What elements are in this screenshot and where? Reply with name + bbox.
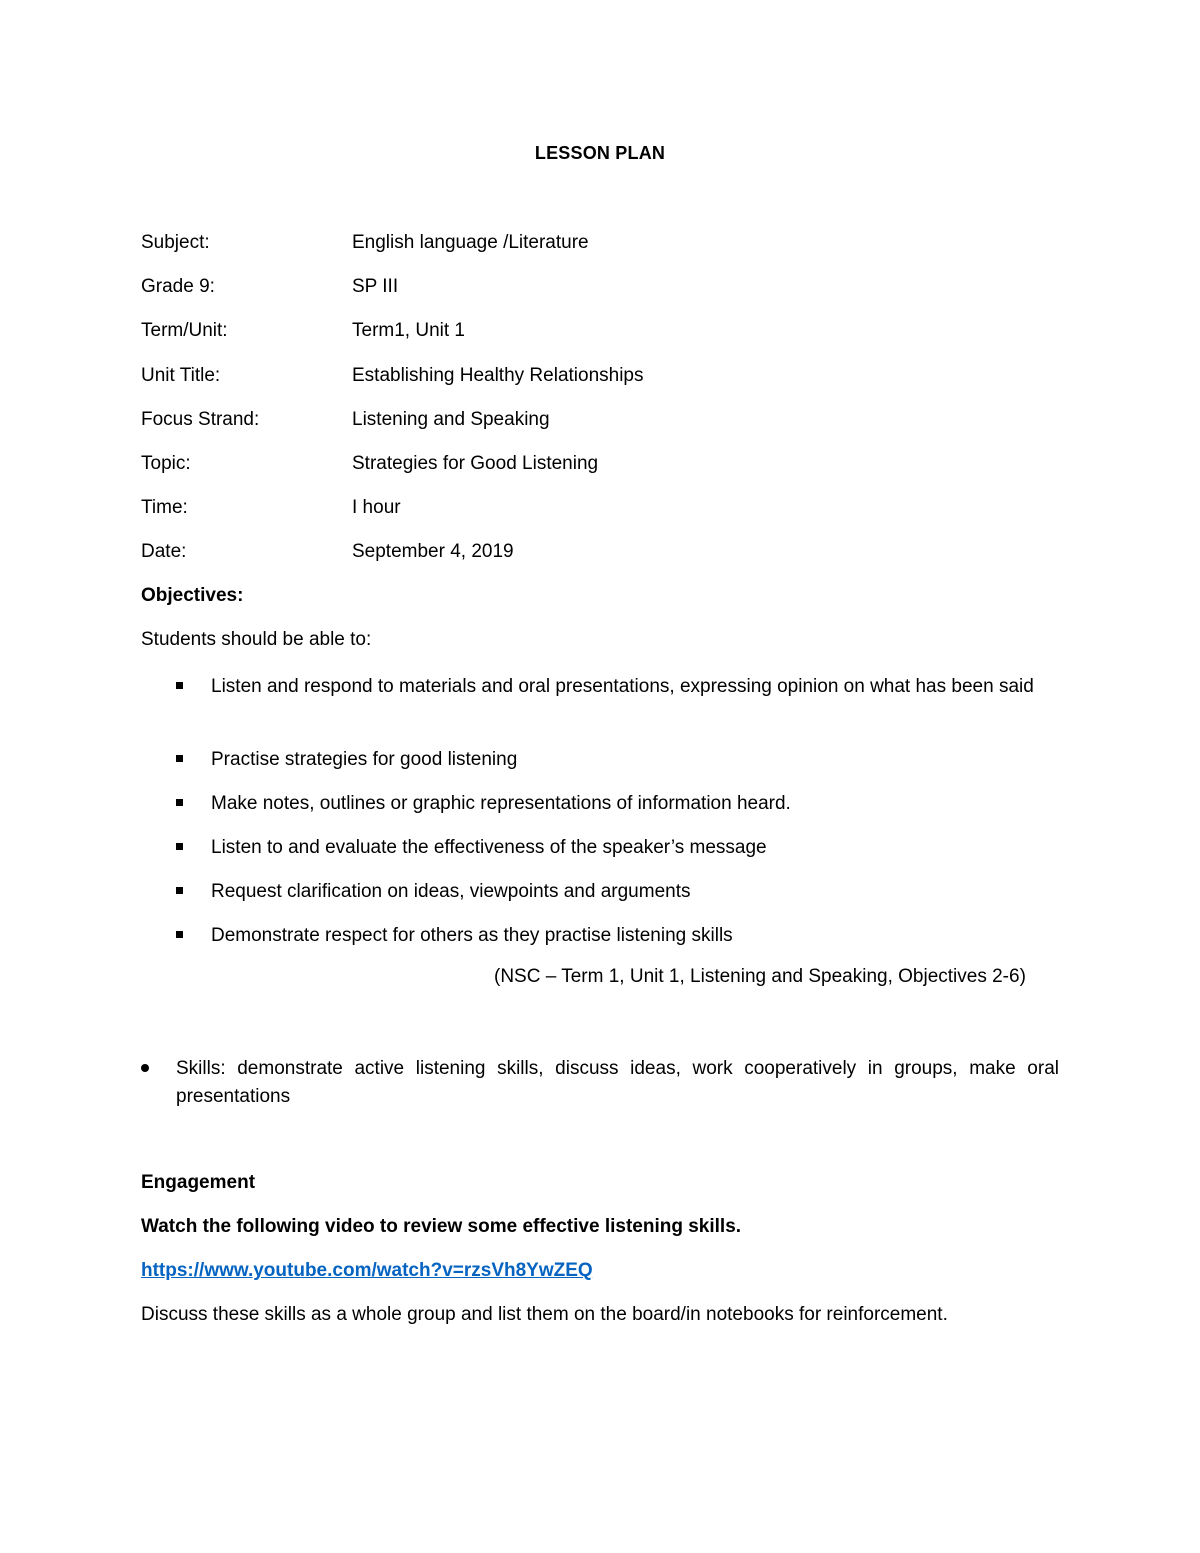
objective-text: Make notes, outlines or graphic representations of information heard. (211, 793, 791, 814)
skills-text: Skills: demonstrate active listening skills, discuss ideas, work cooperatively in groups, make oral presentations (176, 1058, 1059, 1107)
field-label: Time: (141, 497, 188, 518)
objectives-heading: Objectives: (141, 585, 244, 606)
field-label: Subject: (141, 232, 210, 253)
field-value: Listening and Speaking (352, 409, 550, 430)
discussion-instruction: Discuss these skills as a whole group and list them on the board/in notebooks for reinforcement. (141, 1304, 948, 1325)
field-label: Unit Title: (141, 365, 221, 386)
objectives-citation: (NSC – Term 1, Unit 1, Listening and Speaking, Objectives 2-6) (494, 966, 1026, 987)
square-bullet-icon (176, 682, 183, 689)
watch-instruction: Watch the following video to review some effective listening skills. (141, 1216, 742, 1237)
field-value: English language /Literature (352, 232, 589, 253)
objective-text: Practise strategies for good listening (211, 749, 518, 770)
objective-text: Listen and respond to materials and oral presentations, expressing opinion on what has been said (211, 676, 1034, 697)
objective-text: Demonstrate respect for others as they practise listening skills (211, 925, 733, 946)
field-value: Establishing Healthy Relationships (352, 365, 644, 386)
field-label: Date: (141, 541, 187, 562)
square-bullet-icon (176, 799, 183, 806)
objective-text: Listen to and evaluate the effectiveness of the speaker’s message (211, 837, 767, 858)
students-intro: Students should be able to: (141, 629, 372, 650)
field-label: Grade 9: (141, 276, 215, 297)
field-value: I hour (352, 497, 401, 518)
objective-text: Request clarification on ideas, viewpoints and arguments (211, 881, 691, 902)
square-bullet-icon (176, 931, 183, 938)
round-bullet-icon (141, 1064, 149, 1072)
field-label: Focus Strand: (141, 409, 260, 430)
square-bullet-icon (176, 887, 183, 894)
field-label: Term/Unit: (141, 320, 228, 341)
field-value: SP III (352, 276, 399, 297)
field-value: Term1, Unit 1 (352, 320, 465, 341)
document-title: LESSON PLAN (534, 143, 666, 163)
square-bullet-icon (176, 755, 183, 762)
field-label: Topic: (141, 453, 191, 474)
video-link[interactable]: https://www.youtube.com/watch?v=rzsVh8YwZEQ (141, 1260, 593, 1281)
field-value: Strategies for Good Listening (352, 453, 599, 474)
field-value: September 4, 2019 (352, 541, 514, 562)
square-bullet-icon (176, 843, 183, 850)
engagement-heading: Engagement (141, 1172, 256, 1193)
